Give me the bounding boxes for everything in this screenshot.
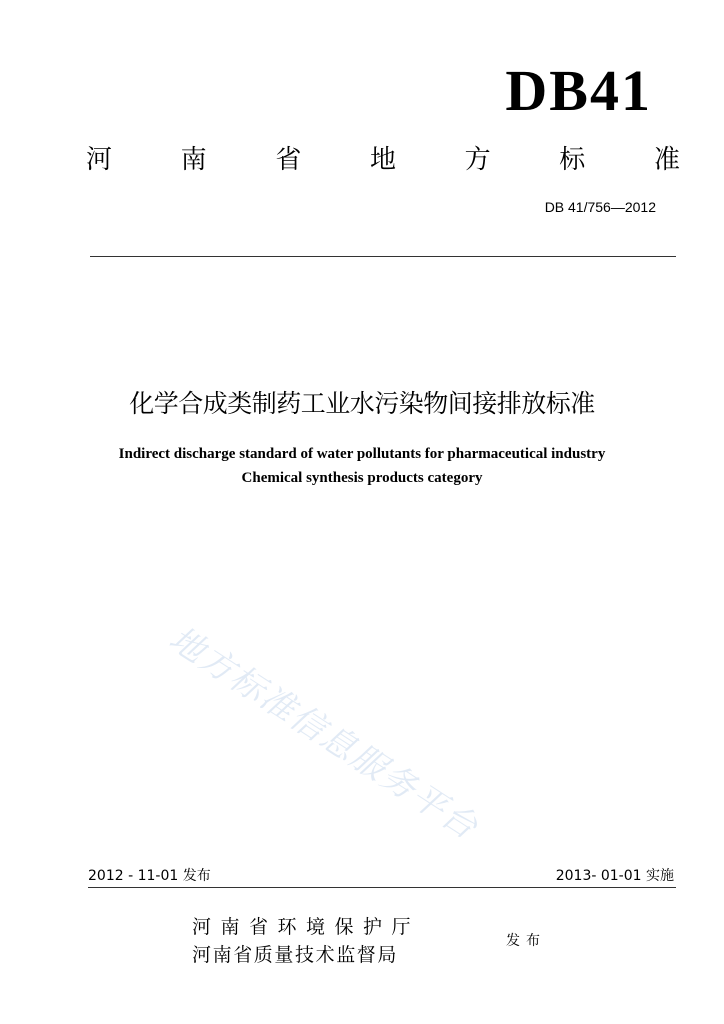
header-title-char: 地 xyxy=(369,145,396,175)
standard-number: DB 41/756—2012 xyxy=(544,199,656,215)
standard-code: DB41 xyxy=(505,58,652,123)
document-title-english-line1: Indirect discharge standard of water pollutants for pharmaceutical industry xyxy=(118,446,606,462)
issue-label: 发布 xyxy=(506,933,546,949)
header-title-char: 标 xyxy=(559,145,586,175)
issue-date: 2012 - 11-01 发布 xyxy=(88,868,211,884)
header-title-char: 河 xyxy=(86,145,113,175)
effective-date: 2013- 01-01 实施 xyxy=(555,868,674,884)
top-divider xyxy=(90,256,676,257)
issuer-environment-department: 河南省环境保护厅 xyxy=(192,916,421,938)
document-title-chinese: 化学合成类制药工业水污染物间接排放标准 xyxy=(129,389,595,418)
document-title-english-line2: Chemical synthesis products category xyxy=(241,470,483,486)
header-title-char: 方 xyxy=(464,145,491,175)
header-title-char: 省 xyxy=(275,145,302,175)
header-title-char: 南 xyxy=(180,145,207,175)
header-title-char: 准 xyxy=(653,145,680,175)
watermark: 地方标准信息服务平台 xyxy=(161,618,486,849)
issuer-quality-bureau: 河南省质量技术监督局 xyxy=(192,944,399,966)
header-title xyxy=(86,140,680,180)
bottom-divider xyxy=(88,887,676,888)
